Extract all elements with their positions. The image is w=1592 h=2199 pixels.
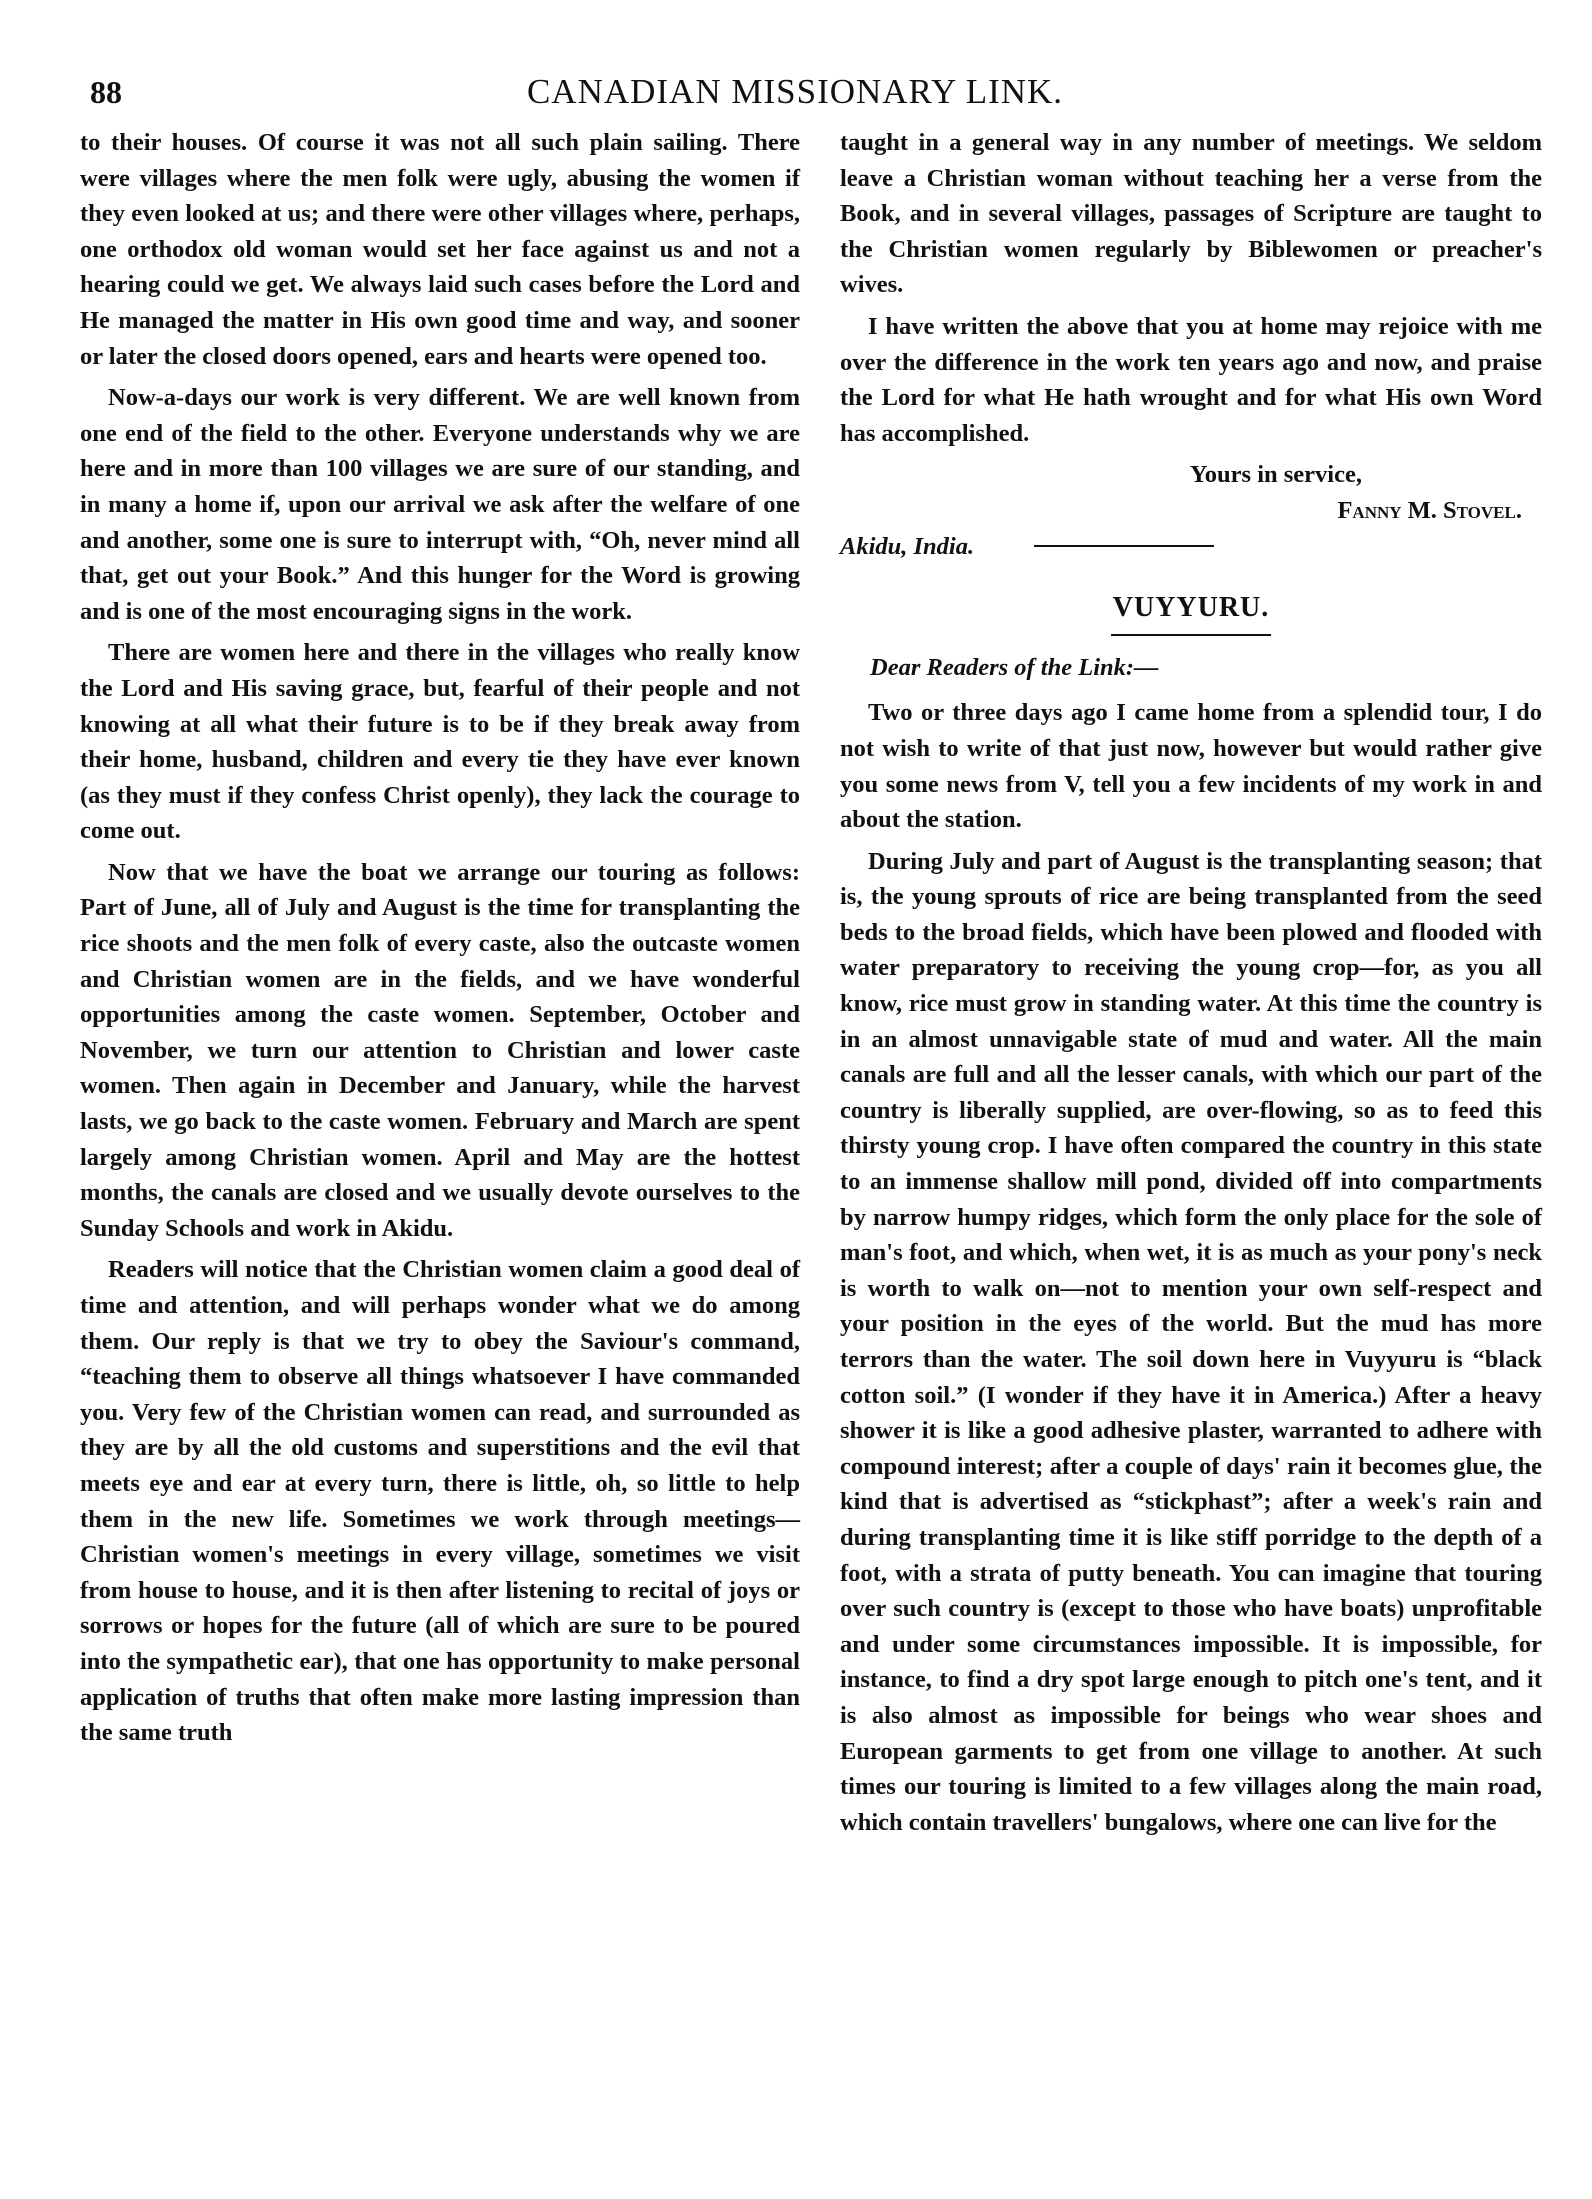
letter-signer: Fanny M. Stovel. (1337, 496, 1522, 524)
article-paragraph: Now that we have the boat we arrange our touring as follows: Part of June, all of July and August is the time for transplanting the rice shoots and the men folk of every caste, also the outcaste women and Christian women are in the fields, and we have wonderful opportunities among the caste women. September, October and November, we turn our attention to Christian and lower caste women. Then again in December and January, while the harvest lasts, we go back to the caste women. February and March are spent largely among Christian women. April and May are the hottest months, the canals are closed and we usually devote ourselves to the Sunday Schools and work in Akidu. (80, 858, 800, 1242)
right-column (840, 125, 1542, 1846)
salutation: Dear Readers of the Link:— (870, 653, 1159, 681)
article-paragraph: Two or three days ago I came home from a splendid tour, I do not wish to write of that just now, however but would rather give you some news from V, tell you a few incidents of my work in and about the station. (840, 699, 1542, 834)
closing-paragraph: I have written the above that you at home may rejoice with me over the difference in the work ten years ago and now, and praise the Lord for what He hath wrought and for what His own Word has accomplished. (840, 312, 1542, 447)
article-paragraph: taught in a general way in any number of meetings. We seldom leave a Christian woman without teaching her a verse from the Book, and in several villages, passages of Scripture are taught to the Christian women regularly by Biblewomen or preacher's wives. (840, 129, 1542, 299)
article-paragraph: There are women here and there in the villages who really know the Lord and His saving grace, but, fearful of their people and not knowing at all what their future is to be if they break away from their home, husband, children and every tie they have ever known (as they must if they confess Christ openly), they lack the courage to come out. (80, 639, 800, 845)
signature-block (840, 457, 1542, 564)
title-underline (1111, 634, 1271, 636)
article-paragraph: Readers will notice that the Christian women claim a good deal of time and attention, and will perhaps wonder what we do among them. Our reply is that we try to obey the Saviour's command, “teaching them to observe all things whatsoever I have commanded you. Very few of the Christian women can read, and surrounded as they are by all the old customs and superstitions and the evil that meets eye and ear at every turn, there is little, oh, so little to help them in the new life. Sometimes we work through meetings—Christian women's meetings in every village, sometimes we visit from house to house, and it is then after listening to recital of joys or sorrows or hopes for the future (all of which are sure to be poured into the sympathetic ear), that one has opportunity to make personal application of truths that often make more lasting impression than the same truth (80, 1256, 800, 1747)
letter-place: Akidu, India. (840, 532, 975, 560)
left-column (80, 125, 800, 1757)
section-title: VUYYURU. (1112, 592, 1270, 624)
article-paragraph: During July and part of August is the transplanting season; that is, the young sprouts of rice are being transplanted from the seed beds to the broad fields, which have been plowed and flooded with water preparatory to receiving the young crop—for, as you all know, rice must grow in standing water. At this time the country is in an almost unnavigable state of mud and water. All the main canals are full and all the lesser canals, with which our part of the country is liberally supplied, are over-flowing, so as to feed this thirsty young crop. I have often compared the country in this state to an immense shallow mill pond, divided off into compartments by narrow humpy ridges, which form the only place for the sole of man's foot, and which, when wet, it is as much as your pony's neck is worth to walk on—not to mention your own self-respect and your position in the eyes of the world. But the mud has more terrors than the water. The soil down here in Vuyyuru is “black cotton soil.” (I wonder if they have it in America.) After a heavy shower it is like a good adhesive plaster, warranted to adhere with compound interest; after a couple of days' rain it becomes glue, the kind that is advertised as “stickphast”; after a week's rain and during transplanting time it is like stiff porridge to the depth of a foot, with a strata of putty beneath. You can imagine that touring over such country is (except to those who have boats) unprofitable and under some circumstances impossible. It is impossible, for instance, to find a dry spot large enough to pitch one's tent, and it is also almost as impossible for beings who wear shoes and European garments to get from one village to another. At such times our touring is limited to a few villages along the main road, which contain travellers' bungalows, where one can live for the (840, 847, 1542, 1836)
article-paragraph: to their houses. Of course it was not all such plain sailing. There were villages where the men folk were ugly, abusing the women if they even looked at us; and there were other villages where, perhaps, one orthodox old woman would set her face against us and not a hearing could we get. We always laid such cases before the Lord and He managed the matter in His own good time and way, and sooner or later the closed doors opened, ears and hearts were opened too. (80, 129, 800, 370)
divider-rule (1034, 545, 1214, 547)
place-line (840, 529, 1542, 565)
journal-title: CANADIAN MISSIONARY LINK. (526, 72, 1064, 111)
article-paragraph: Now-a-days our work is very different. We are well known from one end of the field to the other. Everyone understands why we are here and in more than 100 villages we are sure of our standing, and in many a home if, upon our arrival we ask after the welfare of one and another, some one is sure to interrupt with, “Oh, never mind all that, get out your Book.” And this hunger for the Word is growing and is one of the most encouraging signs in the work. (80, 384, 800, 625)
letter-closing: Yours in service, (1189, 461, 1362, 489)
page-number: 88 (90, 74, 122, 110)
page-header (80, 70, 1510, 118)
